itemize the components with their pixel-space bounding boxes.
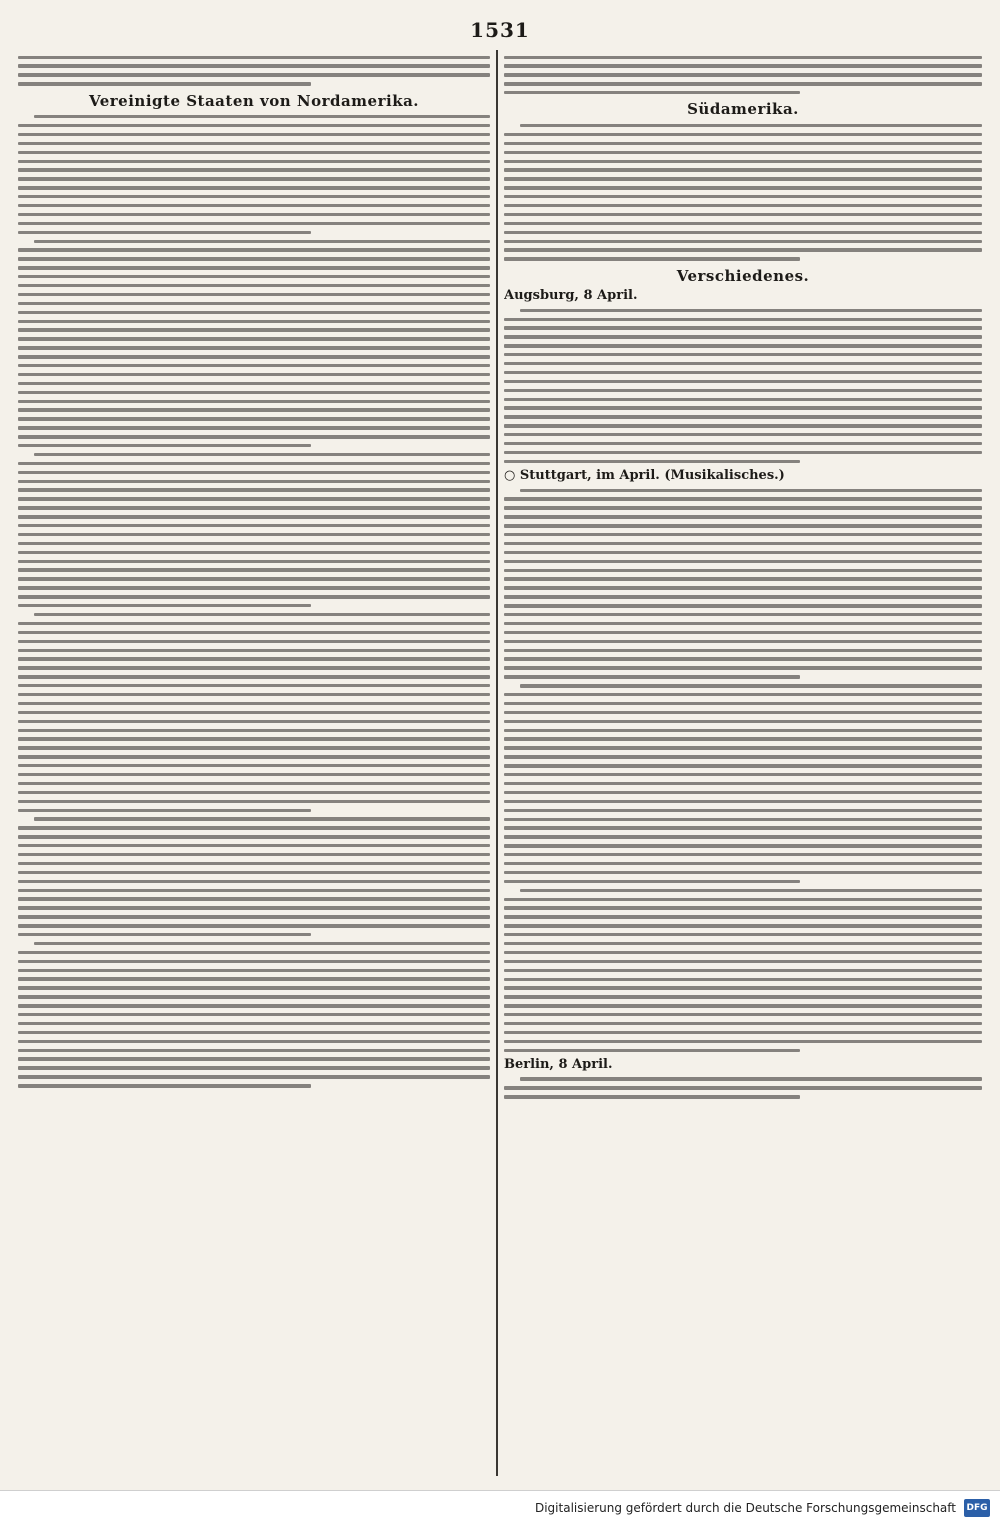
text-line [504, 800, 982, 803]
text-line [504, 318, 982, 321]
section-heading-usa: Vereinigte Staaten von Nordamerika. [88, 91, 420, 110]
text-line [18, 666, 490, 669]
text-line [504, 675, 800, 678]
text-line [18, 1022, 490, 1025]
text-line [504, 497, 982, 500]
text-line [504, 1013, 982, 1016]
text-line [18, 835, 490, 838]
text-line [18, 302, 490, 305]
text-line [18, 809, 311, 812]
text-line [18, 524, 490, 527]
text-line [504, 380, 982, 383]
text-line [504, 344, 982, 347]
text-line [18, 711, 490, 714]
text-line [18, 862, 490, 865]
article-text-block [18, 56, 490, 86]
text-line [18, 1031, 490, 1034]
text-line [18, 320, 490, 323]
text-line [18, 435, 490, 438]
text-line [18, 622, 490, 625]
text-line [520, 1077, 982, 1080]
text-line [504, 818, 982, 821]
text-line [504, 969, 982, 972]
text-line [18, 133, 490, 136]
text-line [504, 326, 982, 329]
text-line [504, 898, 982, 901]
text-line [520, 489, 982, 492]
text-line [504, 186, 982, 189]
text-line [504, 231, 982, 234]
text-line [504, 577, 982, 580]
text-line [504, 389, 982, 392]
text-line [18, 631, 490, 634]
text-line [18, 426, 490, 429]
text-line [504, 524, 982, 527]
text-line [18, 764, 490, 767]
text-line [504, 213, 982, 216]
text-line [504, 995, 982, 998]
text-line [504, 1095, 800, 1098]
text-line [18, 684, 490, 687]
text-line [18, 506, 490, 509]
text-line [18, 337, 490, 340]
text-line [18, 222, 490, 225]
text-line [18, 720, 490, 723]
text-line [18, 702, 490, 705]
article-text-block [504, 124, 982, 261]
text-line [18, 311, 490, 314]
dateline-augsburg-paragraph [504, 289, 982, 303]
text-line [504, 542, 982, 545]
text-line [504, 720, 982, 723]
text-line [504, 693, 982, 696]
text-line [504, 222, 982, 225]
text-line [18, 791, 490, 794]
text-line [34, 817, 490, 820]
text-line [504, 871, 982, 874]
text-line [504, 240, 982, 243]
text-line [18, 782, 490, 785]
text-line [18, 177, 490, 180]
text-line [504, 657, 982, 660]
article-text-block [18, 115, 490, 1087]
digitization-footer [0, 1490, 1000, 1527]
text-line [18, 328, 490, 331]
text-line [18, 275, 490, 278]
text-line [504, 460, 800, 463]
text-line [18, 1057, 490, 1060]
text-line [18, 266, 490, 269]
page-number: 1531 [470, 18, 530, 42]
text-line [18, 1004, 490, 1007]
text-line [504, 666, 982, 669]
dfg-logo-icon: DFG [964, 1499, 990, 1517]
text-line [18, 204, 490, 207]
text-line [18, 408, 490, 411]
text-line [504, 1049, 800, 1052]
text-line [504, 506, 982, 509]
text-line [18, 213, 490, 216]
text-line [18, 889, 490, 892]
text-line [504, 986, 982, 989]
text-line [18, 471, 490, 474]
text-line [18, 880, 490, 883]
text-line [18, 542, 490, 545]
text-line [504, 951, 982, 954]
text-line [504, 433, 982, 436]
text-line [504, 1031, 982, 1034]
text-line [18, 1075, 490, 1078]
text-line [18, 551, 490, 554]
text-line [504, 906, 982, 909]
text-line [18, 960, 490, 963]
dateline-berlin-paragraph [504, 1058, 982, 1072]
text-line [18, 355, 490, 358]
footer-credit-text: Digitalisierung gefördert durch die Deutsche Forschungsgemeinschaft [534, 1501, 956, 1515]
text-line [18, 186, 490, 189]
text-line [504, 631, 982, 634]
text-line [504, 613, 982, 616]
text-line [504, 371, 982, 374]
text-line [18, 560, 490, 563]
text-line [504, 711, 982, 714]
text-line [504, 978, 982, 981]
text-line [18, 124, 490, 127]
text-line [504, 729, 982, 732]
text-line [18, 284, 490, 287]
text-line [34, 942, 490, 945]
text-line [504, 764, 982, 767]
text-line [18, 293, 490, 296]
text-line [18, 951, 490, 954]
text-line [504, 826, 982, 829]
text-line [504, 773, 982, 776]
text-line [504, 415, 982, 418]
text-line [18, 649, 490, 652]
article-text-block [504, 489, 982, 1053]
text-line [18, 693, 490, 696]
text-line [18, 417, 490, 420]
text-line [504, 1086, 982, 1089]
text-line [18, 400, 490, 403]
text-line [520, 124, 982, 127]
text-line [18, 729, 490, 732]
text-line [18, 924, 490, 927]
text-line [18, 675, 490, 678]
text-line [18, 595, 490, 598]
text-line [18, 382, 490, 385]
text-line [504, 424, 982, 427]
text-line [504, 515, 982, 518]
text-line [504, 335, 982, 338]
text-line [504, 151, 982, 154]
text-line [504, 791, 982, 794]
text-line [504, 177, 982, 180]
text-line [504, 168, 982, 171]
text-line [504, 844, 982, 847]
text-line [18, 604, 311, 607]
text-line [504, 835, 982, 838]
dateline-stuttgart: ○ Stuttgart, im April. (Musikalisches.) [504, 467, 785, 483]
text-line [520, 889, 982, 892]
text-line [18, 773, 490, 776]
text-line [18, 826, 490, 829]
right-column [504, 50, 982, 1476]
text-line [18, 231, 311, 234]
text-line [504, 880, 800, 883]
text-line [504, 204, 982, 207]
text-line [504, 551, 982, 554]
text-line [18, 364, 490, 367]
text-line [504, 1004, 982, 1007]
text-line [18, 906, 490, 909]
text-line [18, 373, 490, 376]
text-line [504, 942, 982, 945]
article-text-block [504, 56, 982, 95]
text-line [18, 897, 490, 900]
section-heading-verschiedenes: Verschiedenes. [676, 266, 810, 285]
column-divider [496, 50, 498, 1476]
text-line [18, 969, 490, 972]
text-line [504, 142, 982, 145]
text-line [18, 257, 490, 260]
text-line [504, 853, 982, 856]
text-line [18, 248, 490, 251]
text-line [18, 933, 311, 936]
text-line [504, 160, 982, 163]
text-line [504, 640, 982, 643]
text-line [504, 737, 982, 740]
text-line [504, 248, 982, 251]
text-line [34, 240, 490, 243]
text-line [504, 586, 982, 589]
text-line [504, 406, 982, 409]
text-line [18, 871, 490, 874]
text-line [504, 398, 982, 401]
text-line [504, 533, 982, 536]
text-line [34, 613, 490, 616]
text-line [504, 809, 982, 812]
text-line [504, 362, 982, 365]
text-line [18, 160, 490, 163]
text-line [504, 133, 982, 136]
text-line [504, 862, 982, 865]
text-line [18, 151, 490, 154]
dateline-stuttgart-paragraph [504, 469, 982, 483]
text-line [18, 853, 490, 856]
text-line [520, 309, 982, 312]
text-line [504, 924, 982, 927]
text-line [504, 649, 982, 652]
text-line [520, 684, 982, 687]
left-column [18, 50, 490, 1476]
text-line [18, 586, 490, 589]
text-line [18, 1013, 490, 1016]
text-line [18, 746, 490, 749]
text-line [18, 977, 490, 980]
text-line [18, 755, 490, 758]
text-line [18, 986, 490, 989]
text-line [504, 622, 982, 625]
text-line [504, 915, 982, 918]
text-line [504, 960, 982, 963]
text-line [18, 533, 490, 536]
text-line [504, 746, 982, 749]
text-line [18, 577, 490, 580]
text-line [18, 480, 490, 483]
text-line [18, 1040, 490, 1043]
text-line [18, 142, 490, 145]
text-line [18, 195, 490, 198]
text-line [18, 800, 490, 803]
article-text-block [504, 309, 982, 464]
text-line [504, 604, 982, 607]
dateline-augsburg: Augsburg, 8 April. [504, 287, 638, 303]
text-line [18, 444, 311, 447]
article-text-block [504, 1077, 982, 1098]
text-line [18, 915, 490, 918]
dateline-berlin: Berlin, 8 April. [504, 1056, 613, 1072]
text-line [18, 488, 490, 491]
text-line [18, 1084, 311, 1087]
text-line [504, 569, 982, 572]
text-line [18, 391, 490, 394]
text-line [504, 933, 982, 936]
text-line [504, 702, 982, 705]
text-line [18, 497, 490, 500]
text-line [18, 640, 490, 643]
text-line [18, 168, 490, 171]
text-line [504, 560, 982, 563]
text-line [18, 462, 490, 465]
text-line [18, 737, 490, 740]
text-line [504, 257, 800, 260]
text-line [18, 568, 490, 571]
text-line [504, 195, 982, 198]
text-line [18, 515, 490, 518]
section-heading-suedamerika: Südamerika. [687, 100, 799, 119]
text-line [34, 115, 490, 118]
text-line [18, 1049, 490, 1052]
text-line [34, 453, 490, 456]
text-line [18, 1066, 490, 1069]
text-line [18, 657, 490, 660]
text-line [18, 995, 490, 998]
text-line [504, 442, 982, 445]
text-line [504, 755, 982, 758]
text-line [504, 782, 982, 785]
text-line [18, 844, 490, 847]
text-line [504, 451, 982, 454]
text-line [504, 1040, 982, 1043]
text-line [504, 595, 982, 598]
text-line [504, 1022, 982, 1025]
text-line [504, 353, 982, 356]
text-line [18, 346, 490, 349]
